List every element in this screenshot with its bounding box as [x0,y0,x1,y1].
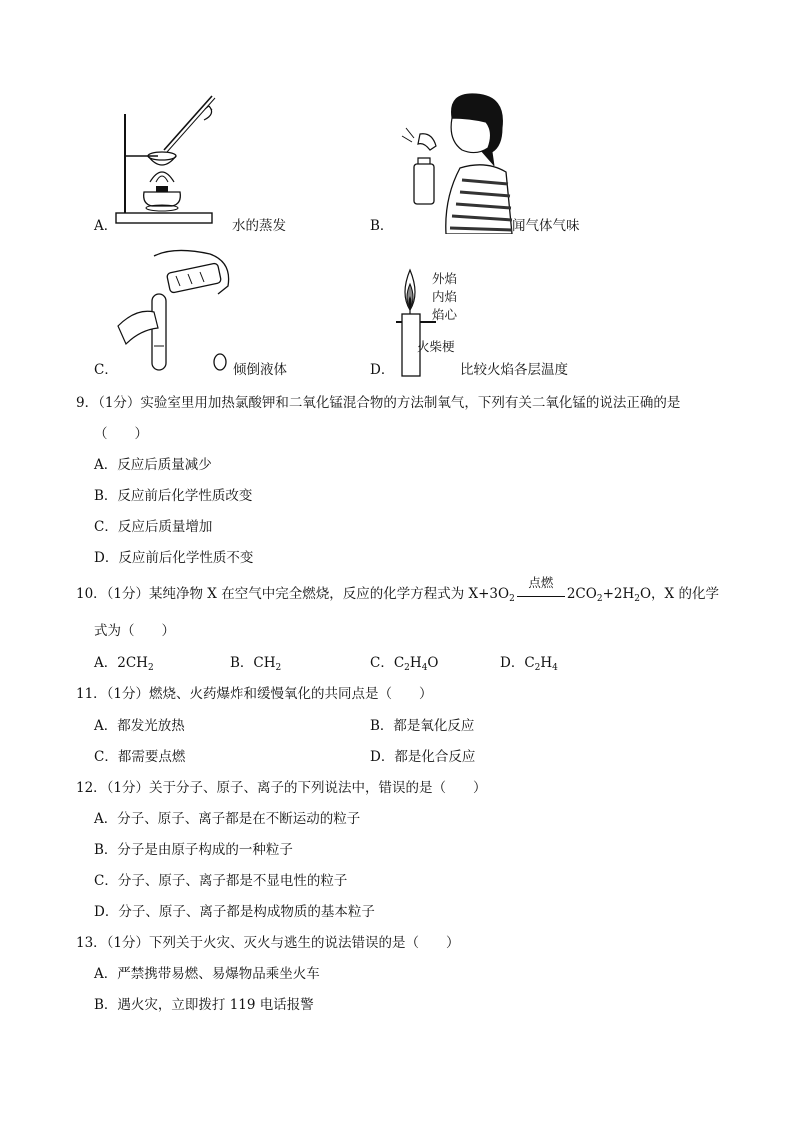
smell-gas-figure [390,88,520,234]
q10-option-d-mid: H [540,655,553,671]
q9-option-b: B．反应前后化学性质改变 [94,488,253,504]
q10-option-c-sub: 2 [404,663,410,673]
q10-option-a-sub: 2 [147,663,154,673]
q12-option-c: C．分子、原子、离子都是不显电性的粒子 [94,873,348,889]
q10-stem-suffix: O，X 的化学 [639,586,719,602]
q10-option-c-sub2: 4 [421,663,428,673]
q10-stem [76,574,719,607]
flame-label-match: 火柴梗 [417,339,455,354]
q10-option-c-post: O [427,655,439,671]
q10-option-b-text: B．CH [230,655,276,671]
q10-h2o-subscript: 2 [634,594,640,604]
q10-option-d-sub: 2 [534,663,541,673]
q10-option-c [370,655,439,676]
reaction-condition-text: 点燃 [528,574,554,590]
q10-co2-subscript: 2 [596,594,603,604]
evaporation-figure [112,92,222,230]
q10-stem-prefix: 10．（1分）某纯净物 X 在空气中完全燃烧，反应的化学方程式为 X+3O [76,586,510,602]
q11-option-a: A．都发光放热 [94,718,185,734]
q10-stem-line2: 式为（ ） [94,623,175,639]
q10-product2: +2H [602,586,635,602]
reaction-arrow-line [517,596,565,597]
flame-layers-figure [396,266,436,378]
q10-option-a-text: A．2CH [94,655,148,671]
q10-option-c-text: C．C [370,655,405,671]
option-b-caption: 闻气体气味 [512,218,580,234]
option-d-letter: D． [370,362,395,378]
q10-option-b-sub: 2 [275,663,282,673]
q11-option-c: C．都需要点燃 [94,749,186,765]
flame-label-core: 焰心 [432,307,458,322]
q10-option-b [230,655,281,676]
q10-product1: 2CO [566,586,597,602]
option-a-letter: A． [94,218,118,234]
q10-option-d-sub2: 4 [552,663,558,673]
q9-blank: （ ） [94,426,148,442]
q13-stem: 13．（1分）下列关于火灾、灭火与逃生的说法错误的是（ ） [76,935,460,951]
q10-option-d-text: D．C [500,655,535,671]
q12-option-a: A．分子、原子、离子都是在不断运动的粒子 [94,811,361,827]
q10-o2-subscript: 2 [509,594,515,604]
q11-option-b: B．都是氧化反应 [370,718,475,734]
q9-option-c: C．反应后质量增加 [94,519,213,535]
q9-stem: 9．（1分）实验室里用加热氯酸钾和二氧化锰混合物的方法制氧气，下列有关二氧化锰的说法正确的是 [76,395,681,411]
q12-option-b: B．分子是由原子构成的一种粒子 [94,842,293,858]
option-c-letter: C． [94,362,118,378]
option-b-letter: B． [370,218,394,234]
q11-stem: 11．（1分）燃烧、火药爆炸和缓慢氧化的共同点是（ ） [76,686,433,702]
option-a-caption: 水的蒸发 [232,218,286,234]
q10-option-c-mid: H [409,655,422,671]
reaction-condition [517,574,565,603]
q10-option-a [94,655,154,676]
q9-option-d: D．反应前后化学性质不变 [94,550,254,566]
q11-option-d: D．都是化合反应 [370,749,476,765]
q10-option-d [500,655,558,676]
q13-option-a: A．严禁携带易燃、易爆物品乘坐火车 [94,966,320,982]
option-c-caption: 倾倒液体 [233,362,287,378]
pour-liquid-figure [114,246,238,380]
q12-stem: 12．（1分）关于分子、原子、离子的下列说法中，错误的是（ ） [76,780,487,796]
flame-label-inner: 内焰 [432,289,458,304]
q12-option-d: D．分子、原子、离子都是构成物质的基本粒子 [94,904,375,920]
q9-option-a: A．反应后质量减少 [94,457,212,473]
q13-option-b: B．遇火灾，立即拨打 119 电话报警 [94,997,314,1013]
option-d-caption: 比较火焰各层温度 [460,362,568,378]
flame-label-outer: 外焰 [432,271,458,286]
